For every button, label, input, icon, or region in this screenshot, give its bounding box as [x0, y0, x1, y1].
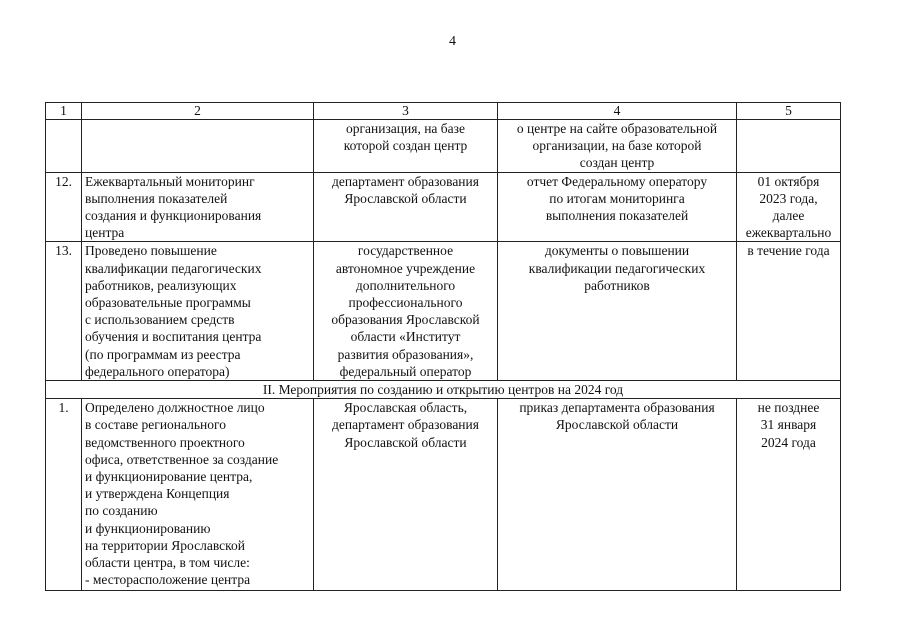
table-row [46, 172, 841, 242]
table-row [46, 399, 841, 591]
column-header: 4 [498, 103, 737, 120]
column-header: 1 [46, 103, 82, 120]
responsible-cell: Ярославская область, департамент образования Ярославской области [314, 399, 498, 591]
event-cell [82, 120, 314, 173]
deadline-cell: не позднее 31 января 2024 года [737, 399, 841, 591]
responsible-cell: государственное автономное учреждение дополнительного профессионального образования Ярославской области «Институт развития образования», федеральный оператор [314, 242, 498, 381]
column-header: 5 [737, 103, 841, 120]
section-row [46, 381, 841, 399]
row-number: 13. [46, 242, 82, 381]
row-number: 1. [46, 399, 82, 591]
page-number: 4 [449, 34, 456, 49]
section-title: II. Мероприятия по созданию и открытию центров на 2024 год [46, 381, 841, 399]
deadline-cell [737, 120, 841, 173]
result-cell: приказ департамента образования Ярославской области [498, 399, 737, 591]
event-cell: Ежеквартальный мониторинг выполнения показателей создания и функционирования центра [82, 172, 314, 242]
event-cell: Проведено повышение квалификации педагогических работников, реализующих образовательные программы с использованием средств обучения и воспитания центра (по программам из реестра федерального оператора) [82, 242, 314, 381]
table-row [46, 242, 841, 381]
table-row [46, 120, 841, 173]
row-number [46, 120, 82, 173]
row-number: 12. [46, 172, 82, 242]
result-cell: документы о повышении квалификации педагогических работников [498, 242, 737, 381]
deadline-cell: в течение года [737, 242, 841, 381]
plan-table [45, 102, 841, 591]
responsible-cell: организация, на базе которой создан центр [314, 120, 498, 173]
result-cell: о центре на сайте образовательной организации, на базе которой создан центр [498, 120, 737, 173]
table-header-row [46, 103, 841, 120]
result-cell: отчет Федеральному оператору по итогам мониторинга выполнения показателей [498, 172, 737, 242]
column-header: 2 [82, 103, 314, 120]
column-header: 3 [314, 103, 498, 120]
responsible-cell: департамент образования Ярославской области [314, 172, 498, 242]
deadline-cell: 01 октября 2023 года, далее ежеквартально [737, 172, 841, 242]
event-cell: Определено должностное лицо в составе регионального ведомственного проектного офиса, ответственное за создание и функционирование центра, и утверждена Концепция по созданию и функционированию на территории Ярославской области центра, в том числе: - месторасположение центра [82, 399, 314, 591]
